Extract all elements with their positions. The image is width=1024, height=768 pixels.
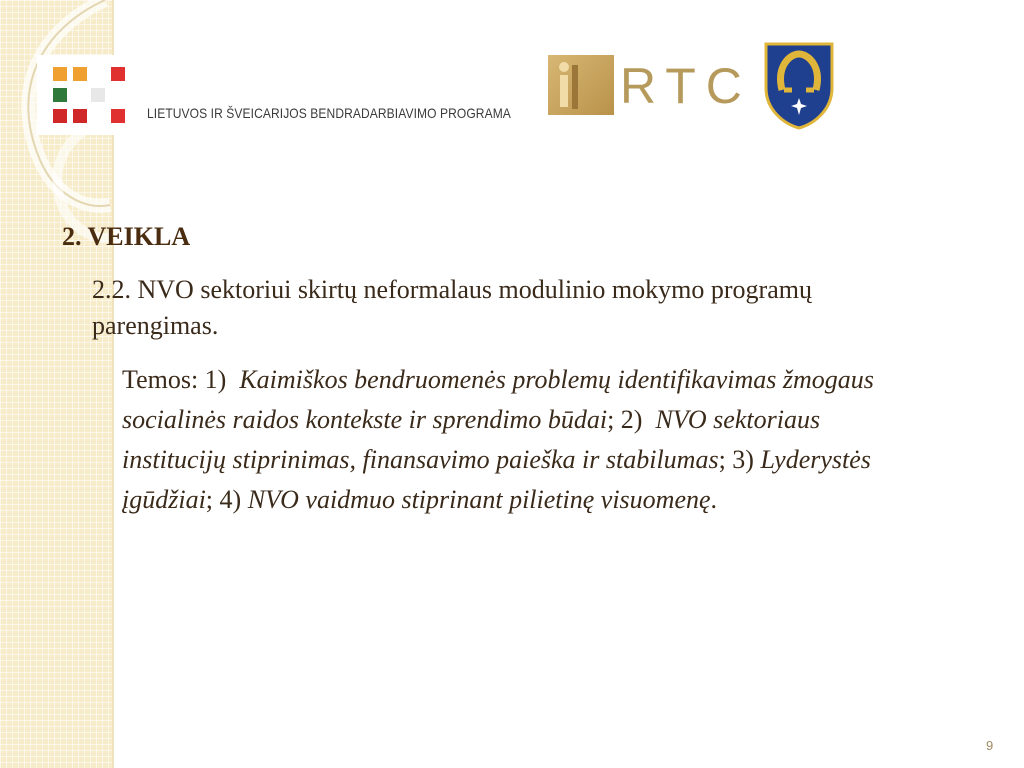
topic-2: NVO sektoriaus institucijų stiprinimas, finansavimo paieška ir stabilumas [122, 405, 821, 474]
rtc-logo [548, 55, 752, 120]
topics-lead: Temos: 1) [122, 365, 227, 394]
topic-3: Lyderystės įgūdžiai [122, 445, 871, 514]
logo-squares-icon [51, 67, 131, 123]
topics-paragraph [122, 360, 892, 520]
page-number: 9 [986, 738, 994, 753]
topic-sep-4: ; 4) [205, 485, 242, 514]
topics-end: . [710, 485, 718, 514]
slide-heading: 2. VEIKLA [62, 222, 191, 251]
partner-logo-text: LIETUVOS IR ŠVEICARIJOS BENDRADARBIAVIMO PROGRAMA [147, 105, 511, 121]
coat-of-arms-icon [762, 40, 836, 130]
topic-sep-3: ; 3) [718, 445, 754, 474]
rtc-logo-text: RTC [620, 58, 752, 114]
partner-program-logo [37, 55, 537, 135]
topic-4: NVO vaidmuo stiprinant pilietinę visuomenę [247, 485, 711, 514]
sub-point-text: 2.2. NVO sektoriui skirtų neformalaus modulinio mokymo programų parengimas. [92, 275, 812, 340]
topic-sep-2: ; 2) [607, 405, 643, 434]
topic-1: Kaimiškos bendruomenės problemų identifikavimas žmogaus socialinės raidos kontekste ir sprendimo būdai [122, 365, 874, 434]
rtc-mark-icon [548, 55, 614, 115]
